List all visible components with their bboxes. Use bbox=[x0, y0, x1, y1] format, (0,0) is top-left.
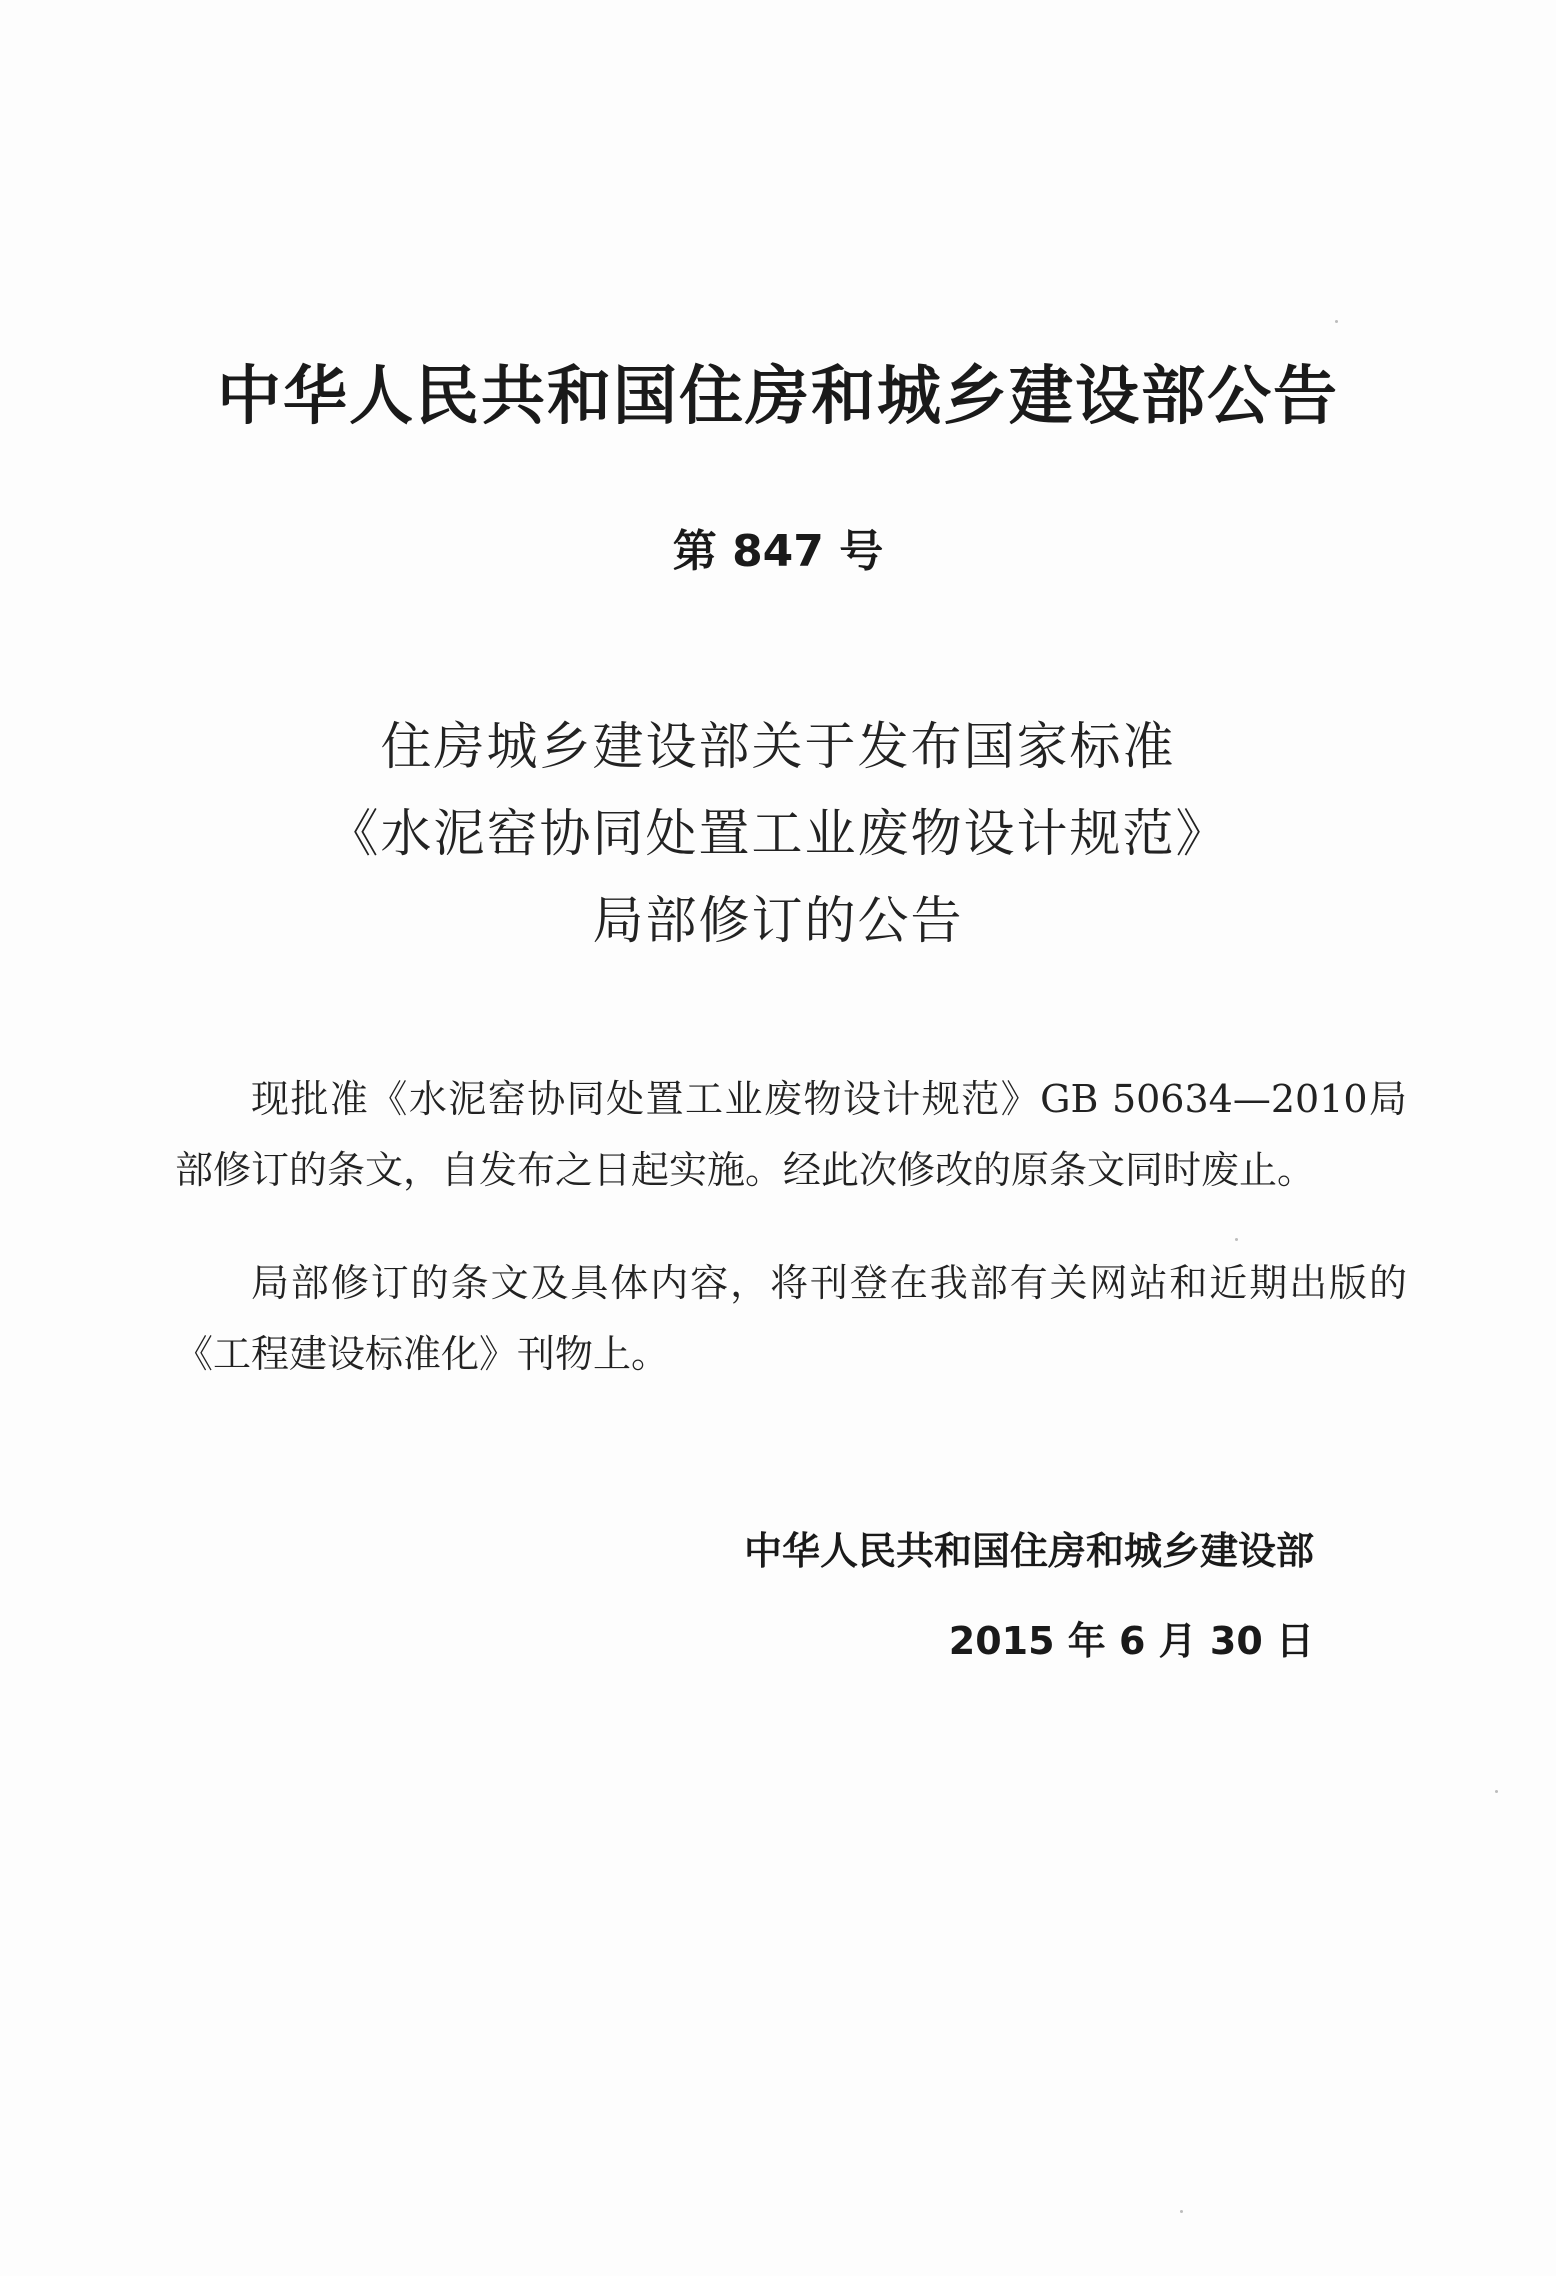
subtitle-line-2: 《水泥窑协同处置工业废物设计规范》 bbox=[327, 805, 1229, 864]
scan-speck bbox=[1335, 320, 1338, 323]
signature-organization: 中华人民共和国住房和城乡建设部 bbox=[743, 1529, 1314, 1573]
body-paragraph-1-block bbox=[175, 1064, 1407, 1206]
subtitle-line-1: 住房城乡建设部关于发布国家标准 bbox=[380, 718, 1176, 777]
scan-speck bbox=[1235, 1238, 1238, 1241]
scan-speck bbox=[1180, 2210, 1183, 2213]
signature-date: 2015 年 6 月 30 日 bbox=[948, 1619, 1314, 1663]
announcement-title: 中华人民共和国住房和城乡建设部公告 bbox=[217, 360, 1339, 434]
body-paragraph-1: 现批准《水泥窑协同处置工业废物设计规范》GB 50634—2010局部修订的条文，自发布之日起实施。经此次修改的原条文同时废止。 bbox=[175, 1077, 1407, 1192]
subtitle-line-3: 局部修订的公告 bbox=[592, 892, 964, 951]
body-paragraph-2-block bbox=[175, 1248, 1407, 1390]
announcement-number: 第 847 号 bbox=[672, 526, 884, 577]
scan-speck bbox=[1495, 1790, 1498, 1793]
body-paragraph-2: 局部修订的条文及具体内容，将刊登在我部有关网站和近期出版的《工程建设标准化》刊物上。 bbox=[175, 1261, 1407, 1376]
